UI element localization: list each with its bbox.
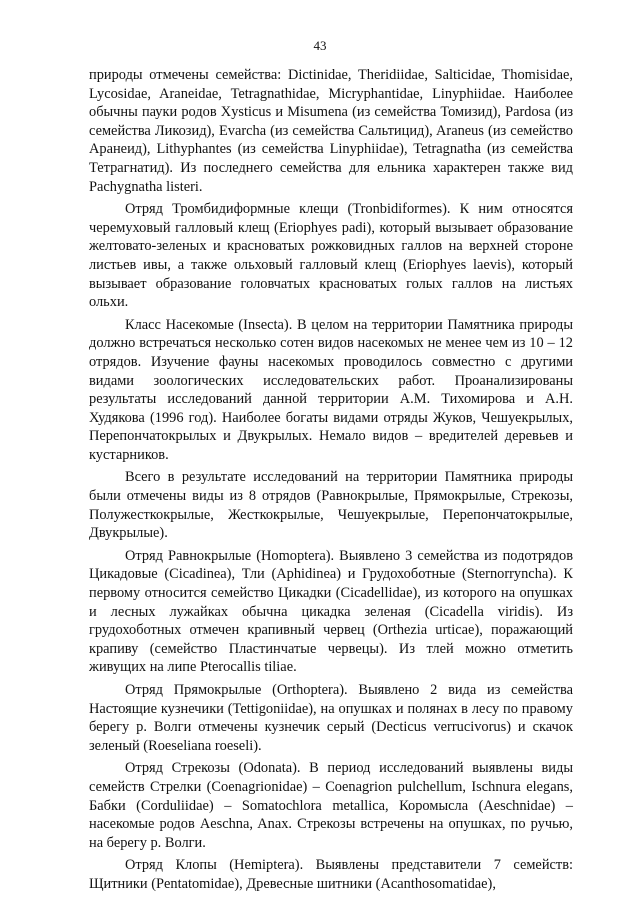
paragraph-homoptera: Отряд Равнокрылые (Homoptera). Выявлено 3 семейства из подотрядов Цикадовые (Cicadinea), Тли (Aphidinea) и Грудохоботные (Sternorryncha). К первому относится семейство Цикадки (Cicadellidae), из которого на опушках и лесных лужайках обычна цикадка зеленая (Cicadella viridis). Из грудохоботных отмечен крапивный червец (Orthezia urticae), поражающий крапиву (семейство Пластинчатые червецы). Из тлей можно отметить живущих на липе Pterocallis tiliae. xyxy=(89,547,573,676)
paragraph-orders-total: Всего в результате исследований на территории Памятника природы были отмечены виды из 8 отрядов (Равнокрылые, Прямокрылые, Стрекозы, Полужесткокрылые, Жесткокрылые, Чешуекрылые, Перепончатокрылые, Двукрылые). xyxy=(89,469,573,542)
paragraph-insecta: Класс Насекомые (Insecta). В целом на территории Памятника природы должно встречаться несколько сотен видов насекомых не менее чем из 10 – 12 отрядов. Изучение фауны насекомых проводилось совместно с другими видами зоологических исследовательских работ. Проанализированы результаты исследований данной территории А.М. Тихомирова и А.Н. Худякова (1996 год). Наиболее богаты видами отряды Жуков, Чешуекрылых, Перепончатокрылых и Двукрылых. Немало видов – вредителей деревьев и кустарников. xyxy=(89,316,573,463)
paragraph-hemiptera: Отряд Клопы (Hemiptera). Выявлены представители 7 семейств: Щитники (Pentatomidae), Древесные шитники (Acanthosomatidae), xyxy=(89,857,573,892)
body-text xyxy=(89,66,573,898)
paragraph-mites: Отряд Тромбидиформные клещи (Tronbidiformes). К ним относятся черемуховый галловый клещ (Eriophyes padi), который вызывает образование желтовато-зеленых и красноватых рожковидных галлов на верхней стороне листьев ивы, а также ольховый галловый клещ (Eriophyes laevis), который вызывает образование головчатых красноватых голых галлов на листьях ольхи. xyxy=(89,201,573,311)
paragraph-odonata: Отряд Стрекозы (Odonata). В период исследований выявлены виды семейств Стрелки (Coenagrionidae) – Coenagrion pulchellum, Ischnura elegans, Бабки (Corduliidae) – Somatochlora metallica, Коромысла (Aeschnidae) – насекомые родов Aeschna, Anax. Стрекозы встречены на опушках, по ручью, на берегу р. Волги. xyxy=(89,760,573,851)
paragraph-spiders: природы отмечены семейства: Dictinidae, Theridiidae, Salticidae, Thomisidae, Lycosidae, Araneidae, Tetragnathidae, Micryphantidae, Linyphiidae. Наиболее обычны пауки родов Xysticus и Misumena (из семейства Томизид), Pardosa (из семейства Ликозид), Evarcha (из семейства Сальтицид), Araneus (из семейство Аранеид), Lithyphantes (из семейства Linyphiidae), Tetragnatha (из семейства Тетрагнатид). Из последнего семейства для ельника характерен также вид Pachygnatha listeri. xyxy=(89,67,573,195)
page-number: 43 xyxy=(313,38,327,53)
paragraph-orthoptera: Отряд Прямокрылые (Orthoptera). Выявлено 2 вида из семейства Настоящие кузнечики (Tettigoniidae), на опушках и полянах в лесу по правому берегу р. Волги отмечены кузнечик серый (Decticus verrucivorus) и скачок зеленый (Roeseliana roeseli). xyxy=(89,682,573,754)
